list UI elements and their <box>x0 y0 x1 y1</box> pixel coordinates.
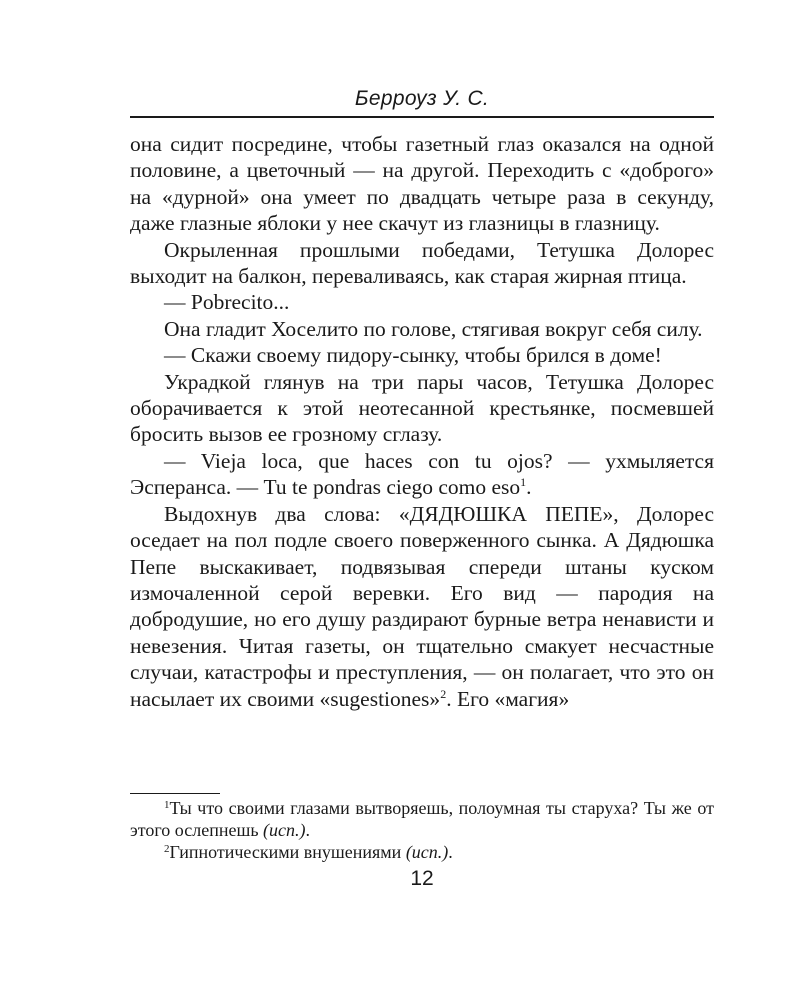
footnote-1-end: . <box>305 820 311 840</box>
paragraph-8 <box>130 501 714 712</box>
paragraph-5: — Скажи своему пидору-сынку, чтобы брился в доме! <box>164 343 662 368</box>
footnote-2-marker: 2 <box>164 843 170 855</box>
footnotes <box>130 797 714 863</box>
page-number: 12 <box>410 867 434 890</box>
footnote-2-end: . <box>448 842 453 862</box>
footnote-1 <box>130 797 714 841</box>
footnote-2 <box>130 841 714 863</box>
footnote-rule <box>130 793 220 794</box>
running-head: Берроуз У. С. <box>354 87 490 110</box>
header-rule <box>130 116 714 118</box>
paragraph-8-text: Выдохнув два слова: «ДЯДЮШКА ПЕПЕ», Долорес оседает на пол подле своего поверженного сынка. А Дядюшка Пепе выскакивает, подвязывая спереди штаны куском измочаленной серой веревки. Его вид — пародия на добродушие, но его душу раздирают бурные ветра ненависти и невезения. Читая газеты, он тщательно смакует несчастные случаи, катастрофы и преступления, — он полагает, что это он насылает их своими «sugestiones» <box>130 501 714 711</box>
footnote-ref-1: 1 <box>520 475 527 490</box>
paragraph-8-end: . Его «магия» <box>446 686 570 711</box>
paragraph-4: Она гладит Хоселито по голове, стягивая вокруг себя силу. <box>164 316 703 341</box>
paragraph-7-end: . <box>526 475 532 500</box>
footnote-1-text: Ты что своими глазами вытворяешь, полоумная ты старуха? Ты же от этого ослепнешь <box>130 798 714 840</box>
paragraph-3: — Pobrecito... <box>164 290 290 315</box>
paragraph-2: Окрыленная прошлыми победами, Тетушка Долорес выходит на балкон, переваливаясь, как старая жирная птица. <box>130 237 714 289</box>
footnote-2-text: Гипнотическими внушениями <box>169 842 406 862</box>
footnote-1-source: (исп.) <box>263 820 306 840</box>
main-text <box>130 131 714 712</box>
paragraph-1: она сидит посредине, чтобы газетный глаз оказался на одной половине, а цветочный — на другой. Переходить с «доброго» на «дурной» она умеет по двадцать четыре раза в секунду, даже глазные яблоки у нее скачут из глазницы в глазницу. <box>130 132 714 236</box>
footnote-2-source: (исп.) <box>405 842 449 862</box>
paragraph-7-text: — Vieja loca, que haces con tu ojos? — ухмыляется Эсперанса. — Tu te pondras ciego como eso <box>130 448 714 500</box>
footnote-1-marker: 1 <box>164 799 170 811</box>
paragraph-7 <box>130 448 714 501</box>
paragraph-6: Украдкой глянув на три пары часов, Тетушка Долорес оборачивается к этой неотесанной крестьянке, посмевшей бросить вызов ее грозному сглазу. <box>130 369 714 447</box>
footnote-ref-2: 2 <box>440 686 447 701</box>
